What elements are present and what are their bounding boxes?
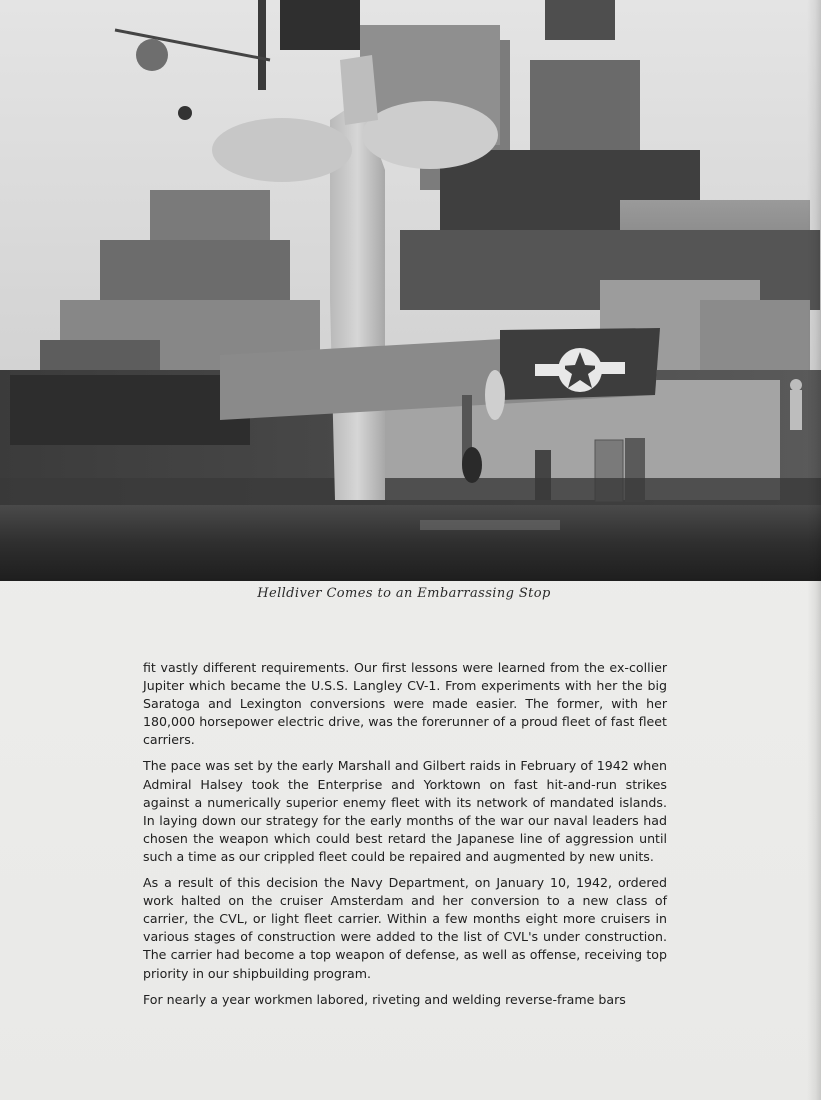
photo-caption: Helldiver Comes to an Embarrassing Stop — [257, 586, 551, 601]
paragraph: As a result of this decision the Navy Department, on January 10, 1942, ordered work halted on the cruiser Amsterdam and her conversion to a new class of carrier, the CVL, or light fleet carrier. Within a few months eight more cruisers in various stages of construction were added to the list of CVL's under construction. The carrier had become a top weapon of defense, as well as offense, receiving top priority in our shipbuilding program. — [143, 875, 667, 981]
paragraph: fit vastly different requirements. Our first lessons were learned from the ex-collier Jupiter which became the U.S.S. Langley CV-1. From experiments with her the big Saratoga and Lexington conversions were made easier. The former, with her 180,000 horsepower electric drive, was the forerunner of a proud fleet of fast fleet carriers. — [143, 660, 667, 748]
paragraph: The pace was set by the early Marshall and Gilbert raids in February of 1942 when Admiral Halsey took the Enterprise and Yorktown on fast hit-and-run strikes against a numerically superior enemy fleet with its network of mandated islands. In laying down our strategy for the early months of the war our naval leaders had chosen the weapon which could best retard the Japanese line of aggression until such a time as our crippled fleet could be repaired and augmented by new units. — [143, 758, 667, 864]
page-edge-shadow — [807, 0, 821, 1100]
paragraph: For nearly a year workmen labored, riveting and welding reverse-frame bars — [143, 991, 626, 1007]
body-text — [143, 659, 667, 1017]
